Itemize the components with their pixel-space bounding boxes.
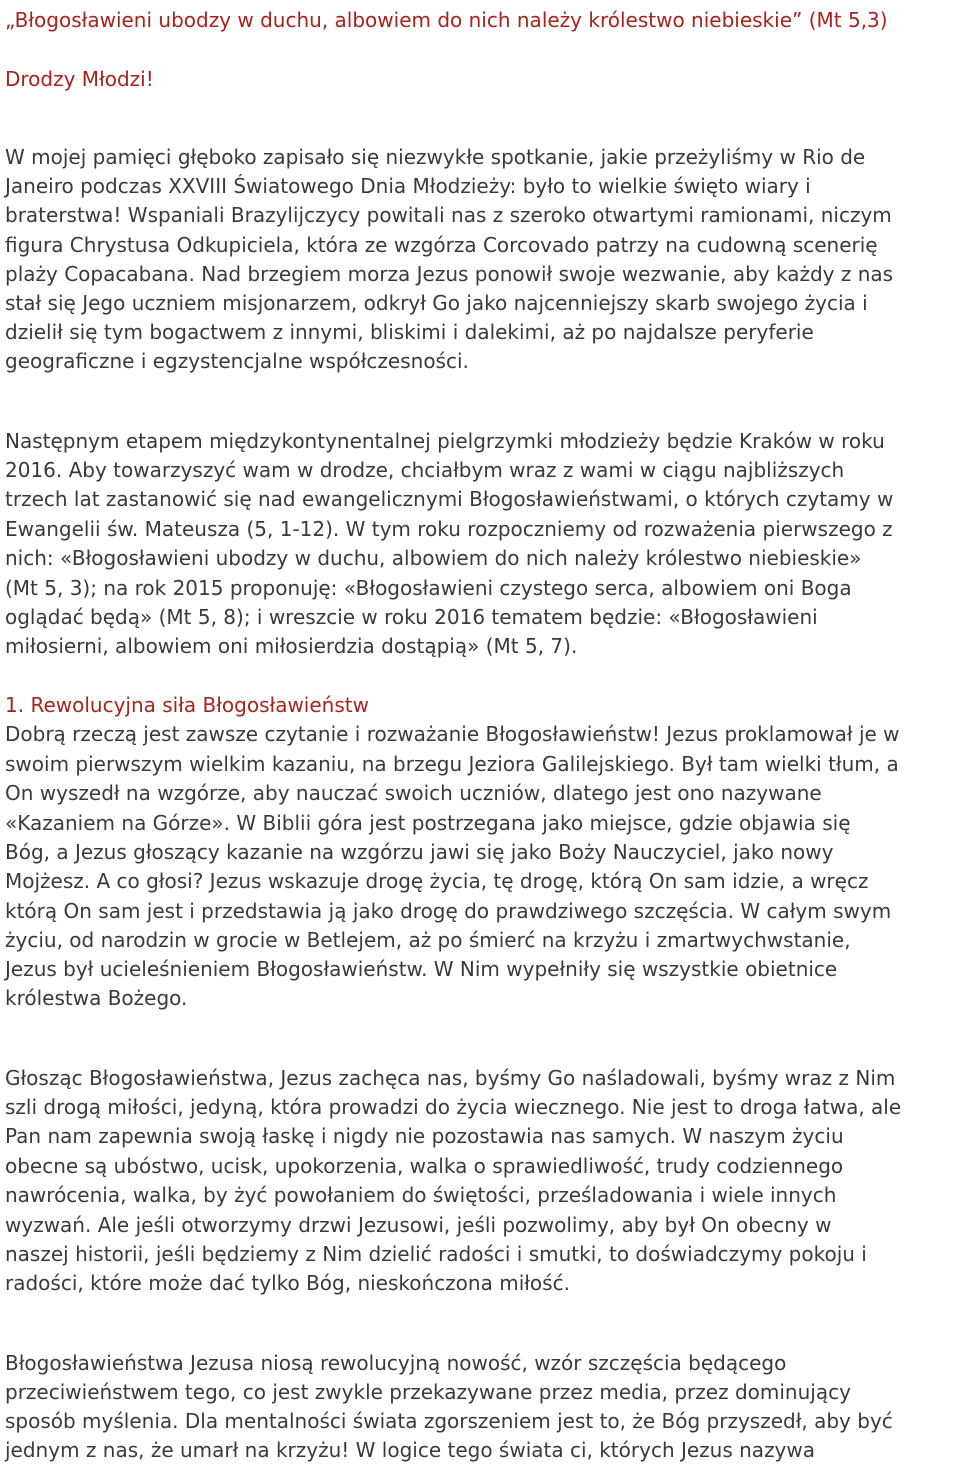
- paragraph-line: Błogosławieństwa Jezusa niosą rewolucyjną nowość, wzór szczęścia będącego: [5, 1351, 787, 1375]
- paragraph-line: wyzwań. Ale jeśli otworzymy drzwi Jezusowi, jeśli pozwolimy, aby był On obecny w: [5, 1213, 832, 1237]
- paragraph-line: Następnym etapem międzykontynentalnej pielgrzymki młodzieży będzie Kraków w roku: [5, 429, 885, 453]
- section-heading: 1. Rewolucyjna siła Błogosławieństw: [5, 693, 369, 717]
- paragraph-line: «Kazaniem na Górze». W Biblii góra jest postrzegana jako miejsce, gdzie objawia się: [5, 811, 851, 835]
- paragraph-line: nawrócenia, walka, by żyć powołaniem do świętości, prześladowania i wiele innych: [5, 1183, 837, 1207]
- paragraph-line: stał się Jego uczniem misjonarzem, odkrył Go jako najcenniejszy skarb swojego życia i: [5, 291, 868, 315]
- paragraph-line: nich: «Błogosławieni ubodzy w duchu, albowiem do nich należy królestwo niebieskie»: [5, 546, 862, 570]
- paragraph-line: sposób myślenia. Dla mentalności świata zgorszeniem jest to, że Bóg przyszedł, aby być: [5, 1409, 893, 1433]
- paragraph-line: radości, które może dać tylko Bóg, nieskończona miłość.: [5, 1271, 570, 1295]
- paragraph-line: którą On sam jest i przedstawia ją jako drogę do prawdziwego szczęścia. W całym swym: [5, 899, 892, 923]
- document-title: „Błogosławieni ubodzy w duchu, albowiem do nich należy królestwo niebieskie” (Mt 5,3): [5, 8, 888, 32]
- paragraph-line: dzielił się tym bogactwem z innymi, bliskimi i dalekimi, aż po najdalsze peryferie: [5, 320, 814, 344]
- paragraph-line: trzech lat zastanowić się nad ewangelicznymi Błogosławieństwami, o których czytamy w: [5, 487, 894, 511]
- paragraph-line: plaży Copacabana. Nad brzegiem morza Jezus ponowił swoje wezwanie, aby każdy z nas: [5, 262, 894, 286]
- paragraph-line: On wyszedł na wzgórze, aby nauczać swoich uczniów, dlatego jest ono nazywane: [5, 781, 822, 805]
- paragraph-line: figura Chrystusa Odkupiciela, która ze wzgórza Corcovado patrzy na cudowną scenerię: [5, 233, 878, 257]
- paragraph-line: W mojej pamięci głęboko zapisało się niezwykłe spotkanie, jakie przeżyliśmy w Rio de: [5, 145, 866, 169]
- paragraph-line: Ewangelii św. Mateusza (5, 1-12). W tym roku rozpoczniemy od rozważenia pierwszego z: [5, 517, 893, 541]
- paragraph-line: jednym z nas, że umarł na krzyżu! W logice tego świata ci, których Jezus nazywa: [5, 1438, 816, 1462]
- paragraph-line: królestwa Bożego.: [5, 986, 188, 1010]
- paragraph-line: Pan nam zapewnia swoją łaskę i nigdy nie pozostawia nas samych. W naszym życiu: [5, 1124, 844, 1148]
- paragraph-line: Głosząc Błogosławieństwa, Jezus zachęca nas, byśmy Go naśladowali, byśmy wraz z Nim: [5, 1066, 896, 1090]
- paragraph-line: Dobrą rzeczą jest zawsze czytanie i rozważanie Błogosławieństw! Jezus proklamował je w: [5, 722, 900, 746]
- paragraph-line: (Mt 5, 3); na rok 2015 proponuję: «Błogosławieni czystego serca, albowiem oni Boga: [5, 576, 852, 600]
- greeting: Drodzy Młodzi!: [5, 67, 154, 91]
- paragraph-line: Jezus był ucieleśnieniem Błogosławieństw. W Nim wypełniły się wszystkie obietnice: [5, 957, 838, 981]
- paragraph-line: geograficzne i egzystencjalne współczesności.: [5, 349, 469, 373]
- paragraph-line: życiu, od narodzin w grocie w Betlejem, aż po śmierć na krzyżu i zmartwychwstanie,: [5, 928, 851, 952]
- paragraph-line: Bóg, a Jezus głoszący kazanie na wzgórzu jawi się jako Boży Nauczyciel, jako nowy: [5, 840, 834, 864]
- paragraph-line: 2016. Aby towarzyszyć wam w drodze, chciałbym wraz z wami w ciągu najbliższych: [5, 458, 845, 482]
- paragraph-line: oglądać będą» (Mt 5, 8); i wreszcie w roku 2016 tematem będzie: «Błogosławieni: [5, 605, 818, 629]
- paragraph-line: obecne są ubóstwo, ucisk, upokorzenia, walka o sprawiedliwość, trudy codziennego: [5, 1154, 844, 1178]
- paragraph-line: Mojżesz. A co głosi? Jezus wskazuje drogę życia, tę drogę, którą On sam idzie, a wręcz: [5, 869, 869, 893]
- paragraph-line: szli drogą miłości, jedyną, która prowadzi do życia wiecznego. Nie jest to droga łatwa, ale: [5, 1095, 902, 1119]
- paragraph-line: przeciwieństwem tego, co jest zwykle przekazywane przez media, przez dominujący: [5, 1380, 851, 1404]
- paragraph-line: naszej historii, jeśli będziemy z Nim dzielić radości i smutki, to doświadczymy pokoju i: [5, 1242, 867, 1266]
- paragraph-line: swoim pierwszym wielkim kazaniu, na brzegu Jeziora Galilejskiego. Był tam wielki tłum, a: [5, 752, 899, 776]
- paragraph-line: miłosierni, albowiem oni miłosierdzia dostąpią» (Mt 5, 7).: [5, 634, 578, 658]
- paragraph-line: braterstwa! Wspaniali Brazylijczycy powitali nas z szeroko otwartymi ramionami, niczym: [5, 203, 892, 227]
- paragraph-line: Janeiro podczas XXVIII Światowego Dnia Młodzieży: było to wielkie święto wiary i: [5, 174, 811, 198]
